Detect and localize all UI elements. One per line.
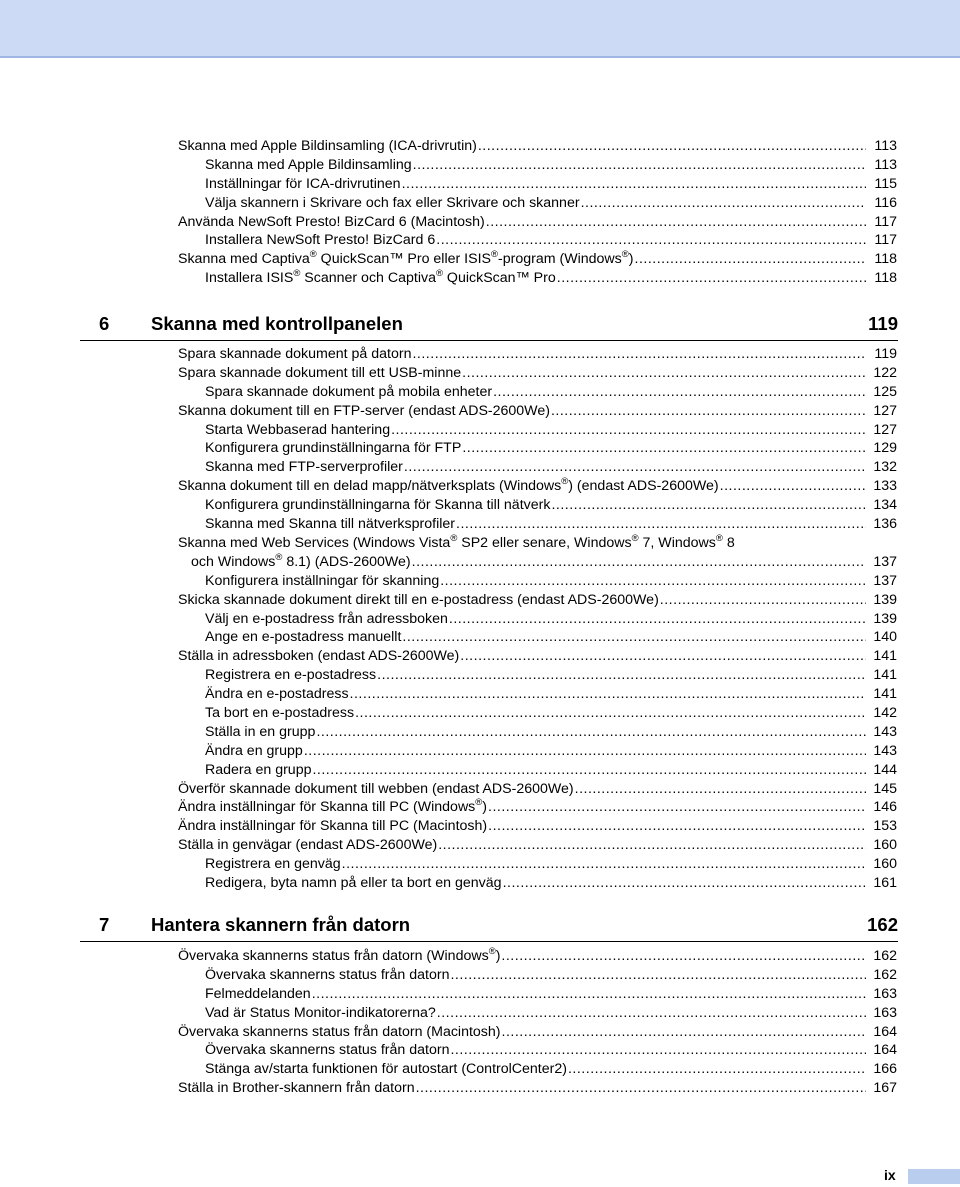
toc-entry-label: Övervaka skannerns status från datorn (Macintosh) [178, 1023, 501, 1040]
toc-entry-label: Ställa in adressboken (endast ADS-2600We) [178, 648, 460, 665]
toc-entry-page: 137 [873, 553, 897, 570]
dot-leader [404, 458, 866, 477]
toc-entry[interactable] [0, 439, 960, 458]
dot-leader [304, 742, 866, 761]
registered-mark: ® [475, 797, 483, 809]
toc-entry-line1: Skanna med Web Services (Windows Vista® SP2 eller senare, Windows® 7, Windows® 8 [178, 533, 735, 551]
chapter-7-heading[interactable] [80, 910, 898, 942]
registered-mark: ® [621, 249, 629, 261]
dot-leader [355, 704, 866, 723]
dot-leader [551, 402, 866, 421]
toc-entry-label: Skanna med FTP-serverprofiler [205, 459, 403, 476]
toc-entry-label: Vad är Status Monitor-indikatorerna? [205, 1004, 436, 1021]
toc-entry-page: 143 [873, 723, 897, 740]
toc-entry-label: Spara skannade dokument på mobila enheter [205, 383, 493, 400]
toc-entry[interactable] [0, 137, 960, 156]
toc-entry-page: 140 [873, 629, 897, 646]
dot-leader [478, 137, 866, 156]
dot-leader [501, 947, 866, 966]
chapter-number: 7 [99, 914, 110, 935]
toc-entry[interactable] [0, 591, 960, 610]
toc-section-d [0, 947, 960, 1098]
toc-entry[interactable] [0, 947, 960, 966]
toc-entry[interactable] [0, 496, 960, 515]
dot-leader [660, 591, 866, 610]
toc-entry[interactable] [0, 383, 960, 402]
toc-entry-label: Radera en grupp [205, 761, 312, 778]
toc-entry-page: 162 [873, 966, 897, 983]
toc-entry[interactable] [0, 1023, 960, 1042]
toc-entry[interactable] [0, 231, 960, 250]
page-number-bar [908, 1169, 960, 1184]
toc-entry-label: Registrera en genväg [205, 856, 341, 873]
toc-entry-page: 164 [873, 1023, 897, 1040]
toc-entry[interactable] [0, 855, 960, 874]
dot-leader [316, 723, 866, 742]
toc-entry-page: 141 [873, 667, 897, 684]
toc-entry[interactable] [0, 742, 960, 761]
toc-entry[interactable] [0, 534, 960, 572]
toc-entry[interactable] [0, 477, 960, 496]
toc-entry-page: 122 [873, 364, 897, 381]
dot-leader [438, 836, 866, 855]
toc-entry-label: Ange en e-postadress manuellt [205, 629, 402, 646]
toc-entry[interactable] [0, 647, 960, 666]
toc-entry[interactable] [0, 610, 960, 629]
toc-entry-label: Överför skannade dokument till webben (endast ADS-2600We) [178, 780, 574, 797]
registered-mark: ® [450, 533, 458, 544]
toc-entry-label: Skanna dokument till en delad mapp/nätverksplats (Windows®) (endast ADS-2600We) [178, 476, 719, 495]
toc-entry-page: 127 [873, 421, 897, 438]
toc-entry-page: 133 [873, 478, 897, 495]
header-band [0, 0, 960, 58]
toc-entry-page: 125 [873, 383, 897, 400]
toc-entry-page: 116 [874, 194, 897, 211]
dot-leader [456, 515, 866, 534]
toc-entry-page: 163 [873, 985, 897, 1002]
toc-entry-label: Ställa in Brother-skannern från datorn [178, 1080, 415, 1097]
registered-mark: ® [561, 476, 569, 488]
toc-entry-label: Spara skannade dokument på datorn [178, 346, 412, 362]
dot-leader [486, 213, 866, 232]
toc-entry[interactable] [0, 213, 960, 232]
toc-entry-label: och Windows® 8.1) (ADS-2600We) [191, 551, 411, 570]
dot-leader [568, 1060, 866, 1079]
toc-entry-page: 141 [873, 648, 897, 665]
page-number: ix [884, 1167, 896, 1183]
toc-entry-label: Installera ISIS® Scanner och Captiva® QuickScan™ Pro [205, 268, 556, 287]
toc-entry-page: 127 [873, 402, 897, 419]
dot-leader [440, 572, 866, 591]
toc-entry-label: Skanna med Skanna till nätverksprofiler [205, 516, 455, 533]
toc-entry[interactable] [0, 836, 960, 855]
toc-entry-label: Konfigurera grundinställningarna för Skanna till nätverk [205, 497, 551, 514]
dot-leader [449, 610, 866, 629]
toc-entry-page: 129 [873, 440, 897, 457]
dot-leader [575, 780, 866, 799]
toc-entry[interactable] [0, 345, 960, 364]
dot-leader [402, 175, 866, 194]
dot-leader [377, 666, 866, 685]
chapter-6-heading[interactable] [80, 309, 898, 341]
toc-entry-label: Spara skannade dokument till ett USB-minne [178, 364, 462, 381]
registered-mark: ® [715, 533, 723, 544]
dot-leader [312, 985, 866, 1004]
dot-leader [391, 421, 866, 440]
toc-entry[interactable] [0, 874, 960, 893]
toc-entry-page: 143 [873, 742, 897, 759]
toc-entry-page: 134 [873, 497, 897, 514]
toc-entry[interactable] [0, 704, 960, 723]
toc-entry[interactable] [0, 761, 960, 780]
dot-leader [462, 364, 866, 383]
chapter-title: Hantera skannern från datorn [151, 914, 411, 935]
toc-entry-label: Använda NewSoft Presto! BizCard 6 (Macintosh) [178, 213, 485, 230]
toc-entry-label: Ändra en e-postadress [205, 686, 349, 703]
toc-entry[interactable] [0, 175, 960, 194]
registered-mark: ® [309, 249, 317, 261]
chapter-page: 119 [868, 313, 898, 334]
toc-entry-page: 142 [873, 705, 897, 722]
toc-entry-page: 163 [873, 1004, 897, 1021]
dot-leader [503, 874, 866, 893]
toc-entry-page: 164 [873, 1042, 897, 1059]
chapter-page: 162 [867, 914, 898, 935]
toc-entry[interactable] [0, 666, 960, 685]
toc-entry-label: Ändra inställningar för Skanna till PC (Macintosh) [178, 818, 488, 835]
toc-section-b [0, 345, 960, 534]
toc-entry-page: 117 [874, 232, 897, 249]
toc-entry[interactable] [0, 1041, 960, 1060]
toc-entry[interactable] [0, 780, 960, 799]
registered-mark: ® [275, 551, 283, 563]
dot-leader [557, 269, 866, 288]
dot-leader [312, 761, 866, 780]
toc-entry-page: 160 [873, 856, 897, 873]
toc-entry[interactable] [0, 817, 960, 836]
dot-leader [436, 231, 866, 250]
toc-entry-page: 145 [873, 780, 897, 797]
toc-webservices [0, 534, 960, 572]
toc-entry-label: Skanna med Captiva® QuickScan™ Pro eller ISIS®-program (Windows®) [178, 249, 634, 268]
toc-entry-page: 119 [874, 346, 897, 362]
toc-entry[interactable] [0, 1079, 960, 1098]
dot-leader [402, 628, 866, 647]
toc-section-c [0, 572, 960, 893]
registered-mark: ® [488, 946, 496, 957]
toc-entry-label: Skanna med Apple Bildinsamling [205, 156, 412, 173]
toc-entry-page: 162 [873, 948, 897, 964]
toc-entry-page: 153 [873, 818, 897, 835]
dot-leader [412, 553, 866, 572]
dot-leader [460, 647, 866, 666]
toc-entry-label: Övervaka skannerns status från datorn [205, 966, 450, 983]
dot-leader [551, 496, 866, 515]
dot-leader [493, 383, 866, 402]
toc-entry-label: Skanna dokument till en FTP-server (endast ADS-2600We) [178, 402, 550, 419]
registered-mark: ® [293, 268, 301, 280]
toc-entry[interactable] [0, 1060, 960, 1079]
toc-entry-label: Inställningar för ICA-drivrutinen [205, 175, 401, 192]
registered-mark: ® [631, 533, 639, 544]
toc-entry-label: Felmeddelanden [205, 985, 311, 1002]
toc-entry-label: Installera NewSoft Presto! BizCard 6 [205, 232, 436, 249]
toc-entry-page: 113 [874, 138, 897, 154]
toc-entry-page: 160 [873, 837, 897, 854]
toc-entry-page: 115 [874, 175, 897, 192]
toc-entry[interactable] [0, 250, 960, 269]
toc-entry-label: Ställa in en grupp [205, 723, 316, 740]
toc-entry-label: Redigera, byta namn på eller ta bort en genväg [205, 875, 502, 892]
dot-leader [488, 798, 866, 817]
dot-leader [342, 855, 866, 874]
toc-entry[interactable] [0, 194, 960, 213]
dot-leader [450, 966, 866, 985]
toc-entry-page: 141 [873, 686, 897, 703]
toc-entry-label: Ändra en grupp [205, 742, 303, 759]
dot-leader [437, 1004, 866, 1023]
dot-leader [350, 685, 866, 704]
toc-entry-label: Ta bort en e-postadress [205, 705, 355, 722]
dot-leader [413, 156, 866, 175]
dot-leader [581, 194, 866, 213]
toc-entry-label: Starta Webbaserad hantering [205, 421, 391, 438]
toc-entry[interactable] [0, 966, 960, 985]
dot-leader [635, 250, 867, 269]
toc-entry-label: Konfigurera inställningar för skanning [205, 572, 440, 589]
dot-leader [450, 1041, 866, 1060]
toc-entry-line2 [178, 553, 960, 572]
toc-entry-page: 137 [873, 572, 897, 589]
toc-entry-page: 118 [874, 251, 897, 268]
toc-entry-label: Stänga av/starta funktionen för autostart (ControlCenter2) [205, 1061, 567, 1078]
toc-entry[interactable] [0, 515, 960, 534]
toc-entry[interactable] [0, 402, 960, 421]
toc-entry-label: Ändra inställningar för Skanna till PC (Windows®) [178, 797, 488, 816]
dot-leader [502, 1023, 866, 1042]
toc-entry-page: 132 [873, 459, 897, 476]
toc-entry-page: 144 [873, 761, 897, 778]
toc-entry[interactable] [0, 628, 960, 647]
toc-entry[interactable] [0, 572, 960, 591]
toc-entry[interactable] [0, 985, 960, 1004]
toc-entry-label: Skanna med Apple Bildinsamling (ICA-drivrutin) [178, 138, 477, 154]
toc-entry-label: Välj en e-postadress från adressboken [205, 610, 448, 627]
registered-mark: ® [490, 249, 498, 261]
toc-section-a [0, 137, 960, 288]
dot-leader [462, 439, 866, 458]
toc-entry-page: 166 [873, 1061, 897, 1078]
toc-entry[interactable] [0, 723, 960, 742]
toc-entry-label: Övervaka skannerns status från datorn [205, 1042, 450, 1059]
toc-entry-page: 161 [873, 875, 897, 892]
dot-leader [416, 1079, 866, 1098]
toc-entry[interactable] [0, 798, 960, 817]
toc-entry-page: 139 [873, 591, 897, 608]
registered-mark: ® [435, 268, 443, 280]
toc-entry-page: 139 [873, 610, 897, 627]
dot-leader [488, 817, 866, 836]
toc-entry[interactable] [0, 421, 960, 440]
toc-entry-page: 167 [873, 1080, 897, 1097]
chapter-title: Skanna med kontrollpanelen [151, 313, 403, 334]
toc-entry[interactable] [0, 685, 960, 704]
dot-leader [720, 477, 866, 496]
toc-entry-label: Konfigurera grundinställningarna för FTP [205, 440, 462, 457]
toc-entry[interactable] [0, 364, 960, 383]
toc-entry-page: 113 [874, 156, 897, 173]
toc-entry-page: 118 [874, 270, 897, 287]
toc-entry-label: Ställa in genvägar (endast ADS-2600We) [178, 837, 438, 854]
toc-entry-page: 117 [874, 213, 897, 230]
toc-entry[interactable] [0, 156, 960, 175]
toc-entry-label: Skicka skannade dokument direkt till en e-postadress (endast ADS-2600We) [178, 591, 659, 608]
toc-entry[interactable] [0, 269, 960, 288]
toc-entry[interactable] [0, 458, 960, 477]
toc-entry-page: 146 [873, 799, 897, 816]
toc-entry-page: 136 [873, 516, 897, 533]
toc-entry-label: Registrera en e-postadress [205, 667, 377, 684]
chapter-number: 6 [99, 313, 110, 334]
toc-entry-label: Övervaka skannerns status från datorn (Windows®) [178, 946, 501, 964]
dot-leader [412, 345, 866, 364]
toc-entry-label: Välja skannern i Skrivare och fax eller Skrivare och skanner [205, 194, 580, 211]
toc-entry[interactable] [0, 1004, 960, 1023]
